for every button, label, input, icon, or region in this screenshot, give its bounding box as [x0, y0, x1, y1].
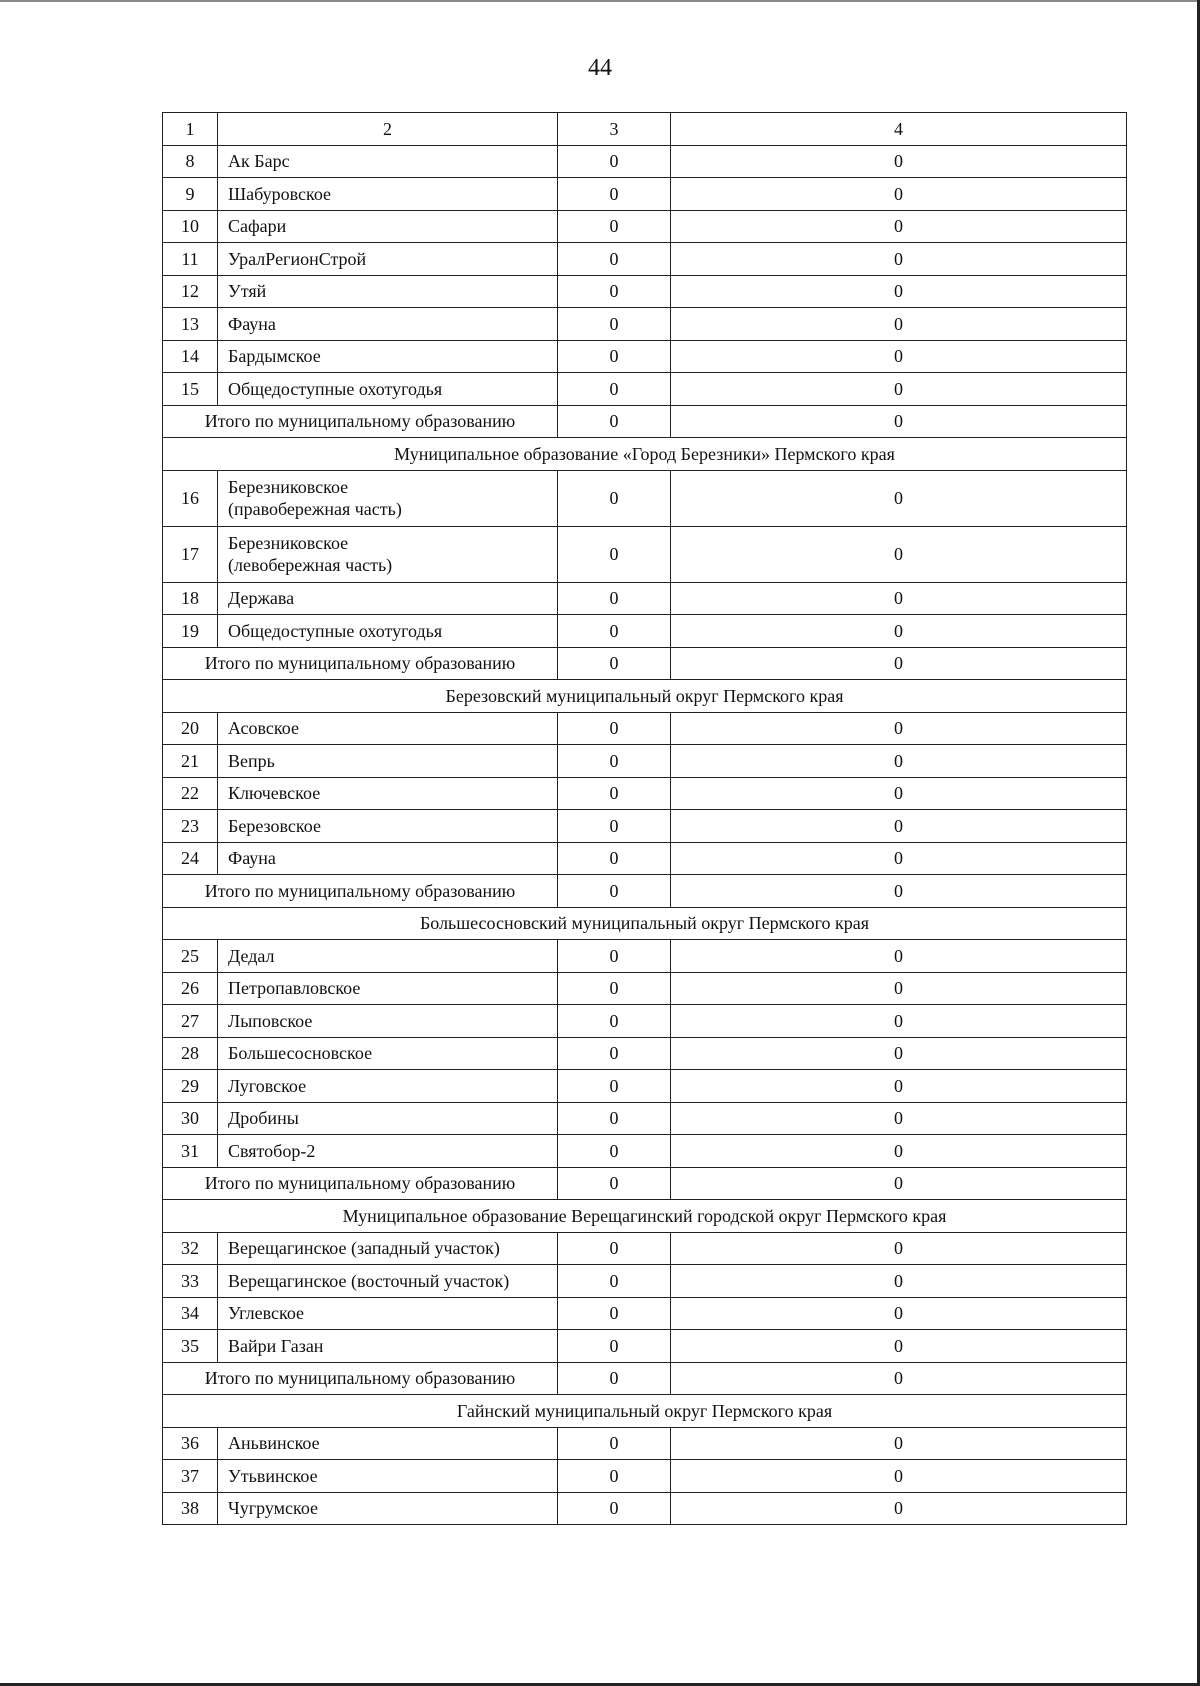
row-name: Бардымское — [228, 346, 321, 367]
table-row — [163, 1330, 1127, 1363]
header-cell-2: 2 — [218, 113, 558, 146]
row-name: Фауна — [228, 313, 276, 334]
row-value-col3: 0 — [558, 243, 671, 276]
total-value-col4: 0 — [671, 875, 1127, 908]
row-name: Лыповское — [228, 1010, 313, 1031]
row-name: Общедоступные охотугодья — [228, 620, 443, 641]
table-row — [163, 526, 1127, 582]
row-name-cell — [218, 1297, 558, 1330]
row-number: 15 — [163, 373, 218, 406]
row-number: 19 — [163, 615, 218, 648]
row-value-col3: 0 — [558, 526, 671, 582]
row-value-col3: 0 — [558, 972, 671, 1005]
row-name-cell — [218, 1460, 558, 1493]
row-number: 33 — [163, 1265, 218, 1298]
row-value-col3: 0 — [558, 178, 671, 211]
row-value-col4: 0 — [671, 1330, 1127, 1363]
row-value-col4: 0 — [671, 940, 1127, 973]
row-name-cell — [218, 972, 558, 1005]
row-number: 13 — [163, 308, 218, 341]
total-value-col3: 0 — [558, 875, 671, 908]
section-row — [163, 907, 1127, 940]
row-number: 10 — [163, 210, 218, 243]
row-value-col3: 0 — [558, 1492, 671, 1525]
row-name-cell — [218, 1330, 558, 1363]
row-value-col3: 0 — [558, 1460, 671, 1493]
row-name: Держава — [228, 588, 295, 609]
row-number: 11 — [163, 243, 218, 276]
table-row — [163, 1492, 1127, 1525]
row-value-col3: 0 — [558, 1005, 671, 1038]
row-name-cell — [218, 712, 558, 745]
row-name: Утяй — [228, 281, 267, 302]
section-title: Большесосновский муниципальный округ Пермского края — [163, 907, 1127, 940]
row-name-cell — [218, 1492, 558, 1525]
row-name: Большесосновское — [228, 1043, 373, 1064]
row-name-cell — [218, 1037, 558, 1070]
row-number: 36 — [163, 1427, 218, 1460]
row-name-cell — [218, 615, 558, 648]
section-row — [163, 1395, 1127, 1428]
row-number: 26 — [163, 972, 218, 1005]
header-cell-3: 3 — [558, 113, 671, 146]
row-name-cell — [218, 1232, 558, 1265]
row-number: 17 — [163, 526, 218, 582]
row-name: Петропавловское — [228, 978, 361, 999]
table-row — [163, 243, 1127, 276]
row-name-cell — [218, 810, 558, 843]
row-number: 18 — [163, 582, 218, 615]
row-number: 14 — [163, 340, 218, 373]
row-value-col3: 0 — [558, 1037, 671, 1070]
row-number: 38 — [163, 1492, 218, 1525]
row-name: Ак Барс — [228, 151, 290, 172]
row-value-col4: 0 — [671, 745, 1127, 778]
header-cell-1: 1 — [163, 113, 218, 146]
table-row — [163, 1460, 1127, 1493]
row-value-col4: 0 — [671, 1265, 1127, 1298]
row-name-cell — [218, 582, 558, 615]
row-value-col4: 0 — [671, 1460, 1127, 1493]
row-name-cell — [218, 373, 558, 406]
total-value-col3: 0 — [558, 647, 671, 680]
row-value-col4: 0 — [671, 526, 1127, 582]
row-value-col4: 0 — [671, 810, 1127, 843]
row-number: 20 — [163, 712, 218, 745]
table-row — [163, 1265, 1127, 1298]
row-name: Углевское — [228, 1303, 305, 1324]
row-name: Дедал — [228, 945, 275, 966]
row-value-col4: 0 — [671, 178, 1127, 211]
row-number: 21 — [163, 745, 218, 778]
row-name-cell — [218, 1005, 558, 1038]
table-row — [163, 1005, 1127, 1038]
row-name: Общедоступные охотугодья — [228, 378, 443, 399]
row-value-col3: 0 — [558, 582, 671, 615]
table-row — [163, 275, 1127, 308]
table-row — [163, 940, 1127, 973]
row-value-col3: 0 — [558, 940, 671, 973]
row-name: Сафари — [228, 216, 287, 237]
scan-edge-top — [0, 0, 1200, 2]
row-value-col4: 0 — [671, 615, 1127, 648]
total-label: Итого по муниципальному образованию — [163, 405, 558, 438]
row-number: 28 — [163, 1037, 218, 1070]
total-value-col4: 0 — [671, 647, 1127, 680]
table-row — [163, 1427, 1127, 1460]
table-row — [163, 810, 1127, 843]
row-number: 24 — [163, 842, 218, 875]
row-value-col4: 0 — [671, 1492, 1127, 1525]
row-name-line2: (правобережная часть) — [228, 499, 402, 519]
row-number: 35 — [163, 1330, 218, 1363]
table-row — [163, 1232, 1127, 1265]
row-value-col3: 0 — [558, 842, 671, 875]
section-title: Муниципальное образование Верещагинский городской округ Пермского края — [163, 1200, 1127, 1233]
row-value-col4: 0 — [671, 1037, 1127, 1070]
row-name: Шабуровское — [228, 183, 332, 204]
table-row — [163, 308, 1127, 341]
row-value-col4: 0 — [671, 1232, 1127, 1265]
row-value-col4: 0 — [671, 1102, 1127, 1135]
row-value-col3: 0 — [558, 275, 671, 308]
total-row — [163, 647, 1127, 680]
row-name-cell — [218, 340, 558, 373]
table-body — [163, 113, 1127, 1525]
row-name: Вепрь — [228, 750, 275, 771]
row-number: 32 — [163, 1232, 218, 1265]
row-value-col3: 0 — [558, 1427, 671, 1460]
row-value-col4: 0 — [671, 1135, 1127, 1168]
row-value-col4: 0 — [671, 1005, 1127, 1038]
row-name-cell — [218, 1070, 558, 1103]
row-value-col3: 0 — [558, 470, 671, 526]
total-label: Итого по муниципальному образованию — [163, 1362, 558, 1395]
row-number: 12 — [163, 275, 218, 308]
row-name: Асовское — [228, 718, 299, 739]
row-value-col4: 0 — [671, 470, 1127, 526]
row-value-col4: 0 — [671, 972, 1127, 1005]
data-table — [162, 112, 1127, 1525]
row-value-col3: 0 — [558, 340, 671, 373]
row-value-col4: 0 — [671, 145, 1127, 178]
row-name-cell — [218, 210, 558, 243]
row-value-col3: 0 — [558, 810, 671, 843]
row-value-col4: 0 — [671, 373, 1127, 406]
row-name: Ключевское — [228, 783, 321, 804]
row-value-col4: 0 — [671, 243, 1127, 276]
row-value-col4: 0 — [671, 777, 1127, 810]
total-row — [163, 405, 1127, 438]
row-value-col4: 0 — [671, 582, 1127, 615]
table-row — [163, 373, 1127, 406]
total-label: Итого по муниципальному образованию — [163, 1167, 558, 1200]
row-name: Утьвинское — [228, 1465, 318, 1486]
total-value-col3: 0 — [558, 405, 671, 438]
table-row — [163, 145, 1127, 178]
row-number: 25 — [163, 940, 218, 973]
section-row — [163, 680, 1127, 713]
row-name-cell — [218, 1102, 558, 1135]
table-row — [163, 1135, 1127, 1168]
row-name: Аньвинское — [228, 1433, 320, 1454]
row-value-col3: 0 — [558, 373, 671, 406]
row-number: 23 — [163, 810, 218, 843]
row-value-col3: 0 — [558, 308, 671, 341]
row-name: Святобор-2 — [228, 1140, 316, 1161]
table-row — [163, 745, 1127, 778]
table-row — [163, 712, 1127, 745]
row-name: Луговское — [228, 1075, 307, 1096]
total-value-col4: 0 — [671, 1167, 1127, 1200]
table-row — [163, 1037, 1127, 1070]
table-row — [163, 340, 1127, 373]
row-number: 9 — [163, 178, 218, 211]
total-row — [163, 875, 1127, 908]
row-name-line2: (левобережная часть) — [228, 555, 393, 575]
row-number: 16 — [163, 470, 218, 526]
total-value-col4: 0 — [671, 1362, 1127, 1395]
section-row — [163, 1200, 1127, 1233]
row-value-col3: 0 — [558, 745, 671, 778]
row-name: Березниковское — [228, 533, 349, 553]
row-value-col3: 0 — [558, 145, 671, 178]
row-number: 37 — [163, 1460, 218, 1493]
row-name-cell — [218, 1135, 558, 1168]
table-row — [163, 972, 1127, 1005]
total-label: Итого по муниципальному образованию — [163, 875, 558, 908]
row-value-col4: 0 — [671, 1297, 1127, 1330]
table-row — [163, 210, 1127, 243]
row-name-cell — [218, 243, 558, 276]
row-name: Фауна — [228, 848, 276, 869]
row-name: Верещагинское (западный участок) — [228, 1238, 500, 1259]
row-name-cell — [218, 470, 558, 526]
table-row — [163, 615, 1127, 648]
table-row — [163, 178, 1127, 211]
row-value-col4: 0 — [671, 1070, 1127, 1103]
row-name-cell — [218, 1427, 558, 1460]
row-name-cell — [218, 308, 558, 341]
row-value-col4: 0 — [671, 340, 1127, 373]
table-row — [163, 1070, 1127, 1103]
row-value-col3: 0 — [558, 1232, 671, 1265]
row-number: 34 — [163, 1297, 218, 1330]
row-name-cell — [218, 745, 558, 778]
row-value-col3: 0 — [558, 1297, 671, 1330]
table-row — [163, 777, 1127, 810]
row-name-cell — [218, 1265, 558, 1298]
row-number: 27 — [163, 1005, 218, 1038]
total-value-col3: 0 — [558, 1167, 671, 1200]
section-title: Муниципальное образование «Город Березники» Пермского края — [163, 438, 1127, 471]
row-value-col4: 0 — [671, 1427, 1127, 1460]
total-label: Итого по муниципальному образованию — [163, 647, 558, 680]
row-value-col3: 0 — [558, 1102, 671, 1135]
section-title: Березовский муниципальный округ Пермского края — [163, 680, 1127, 713]
row-name-cell — [218, 145, 558, 178]
section-title: Гайнский муниципальный округ Пермского края — [163, 1395, 1127, 1428]
row-name: Чугрумское — [228, 1498, 319, 1519]
row-name: Верещагинское (восточный участок) — [228, 1270, 510, 1291]
row-value-col3: 0 — [558, 210, 671, 243]
row-value-col4: 0 — [671, 210, 1127, 243]
row-name-cell — [218, 777, 558, 810]
total-row — [163, 1362, 1127, 1395]
header-cell-4: 4 — [671, 113, 1127, 146]
table-header-row — [163, 113, 1127, 146]
row-name: Березниковское — [228, 477, 349, 497]
row-name-cell — [218, 526, 558, 582]
table-row — [163, 470, 1127, 526]
row-name-cell — [218, 178, 558, 211]
row-value-col4: 0 — [671, 308, 1127, 341]
row-number: 8 — [163, 145, 218, 178]
row-number: 30 — [163, 1102, 218, 1135]
row-number: 31 — [163, 1135, 218, 1168]
row-name: Вайри Газан — [228, 1335, 324, 1356]
total-value-col4: 0 — [671, 405, 1127, 438]
row-name-cell — [218, 275, 558, 308]
row-number: 29 — [163, 1070, 218, 1103]
page-number: 44 — [588, 55, 612, 81]
table-row — [163, 1102, 1127, 1135]
row-value-col3: 0 — [558, 615, 671, 648]
table-row — [163, 582, 1127, 615]
row-number: 22 — [163, 777, 218, 810]
table-row — [163, 1297, 1127, 1330]
row-value-col4: 0 — [671, 712, 1127, 745]
row-value-col3: 0 — [558, 712, 671, 745]
total-value-col3: 0 — [558, 1362, 671, 1395]
row-value-col3: 0 — [558, 1330, 671, 1363]
total-row — [163, 1167, 1127, 1200]
row-value-col4: 0 — [671, 842, 1127, 875]
row-name: УралРегионСтрой — [228, 248, 367, 269]
row-value-col4: 0 — [671, 275, 1127, 308]
table-row — [163, 842, 1127, 875]
row-value-col3: 0 — [558, 1265, 671, 1298]
row-value-col3: 0 — [558, 1135, 671, 1168]
row-name-cell — [218, 842, 558, 875]
row-name: Дробины — [228, 1108, 299, 1129]
section-row — [163, 438, 1127, 471]
row-name-cell — [218, 940, 558, 973]
row-value-col3: 0 — [558, 1070, 671, 1103]
row-name: Березовское — [228, 815, 321, 836]
row-value-col3: 0 — [558, 777, 671, 810]
